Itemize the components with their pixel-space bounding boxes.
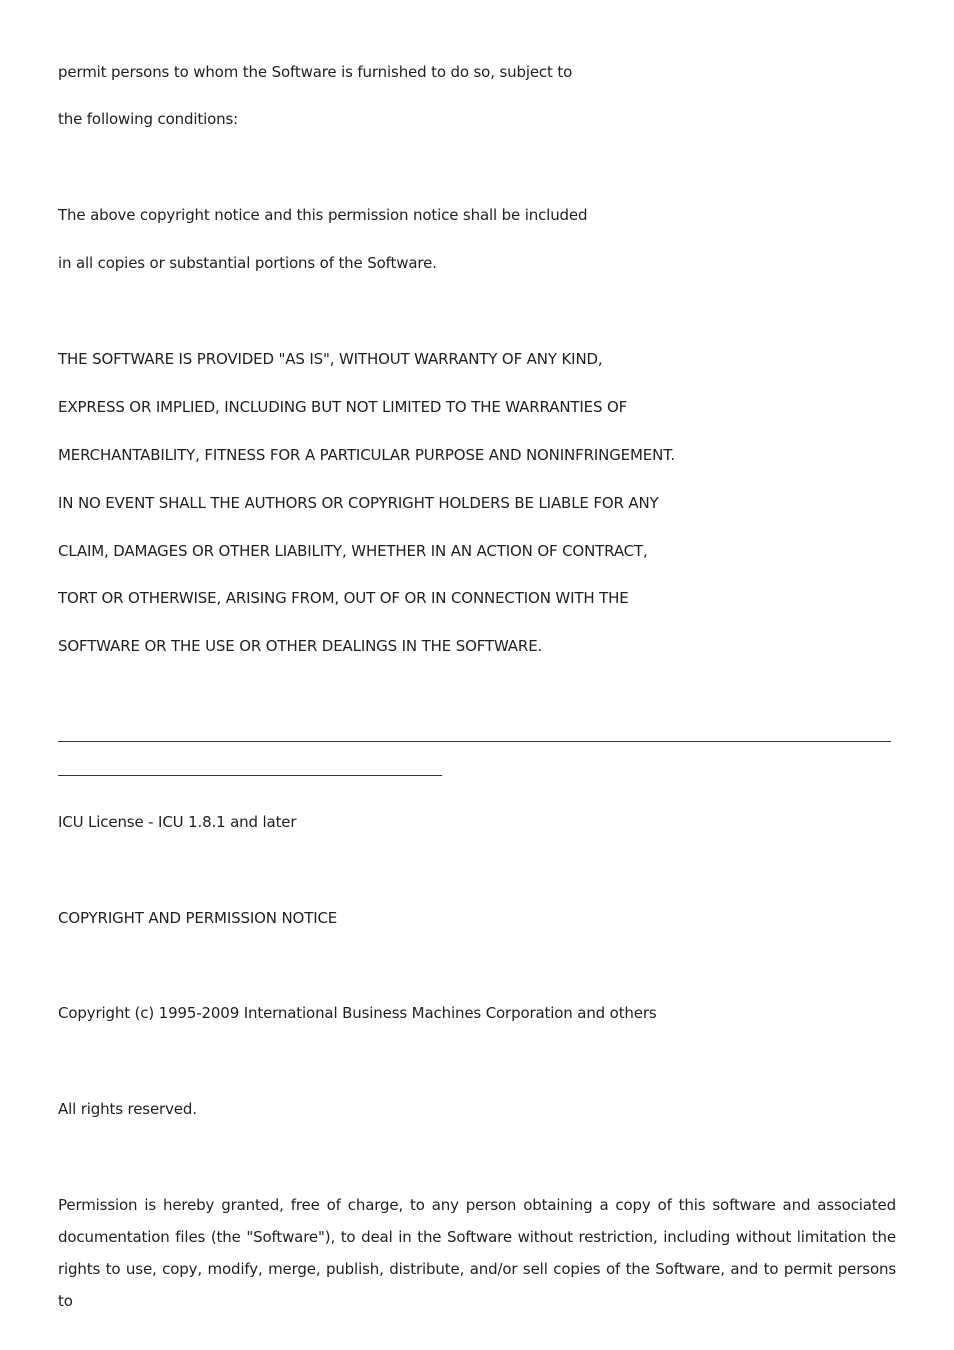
icu-permission-line-1: Permission is hereby granted, free of charge, to any person obtaining a copy of this software and associated	[58, 1196, 896, 1214]
mit-warranty-line-6: TORT OR OTHERWISE, ARISING FROM, OUT OF OR IN CONNECTION WITH THE	[58, 589, 629, 607]
mit-continuation-line-2: the following conditions:	[58, 110, 239, 128]
mit-notice-line-1: The above copyright notice and this permission notice shall be included	[58, 206, 588, 224]
icu-permission-line-2: documentation files (the "Software"), to deal in the Software without restriction, including without limitation the	[58, 1228, 896, 1246]
icu-license-title: ICU License - ICU 1.8.1 and later	[58, 813, 297, 831]
icu-copyright-line: Copyright (c) 1995-2009 International Business Machines Corporation and others	[58, 1004, 657, 1022]
icu-permission-line-3: rights to use, copy, modify, merge, publish, distribute, and/or sell copies of the Software, and to permit persons to	[58, 1260, 896, 1310]
icu-notice-heading: COPYRIGHT AND PERMISSION NOTICE	[58, 909, 338, 927]
mit-warranty-line-4: IN NO EVENT SHALL THE AUTHORS OR COPYRIGHT HOLDERS BE LIABLE FOR ANY	[58, 494, 659, 512]
mit-warranty-line-2: EXPRESS OR IMPLIED, INCLUDING BUT NOT LIMITED TO THE WARRANTIES OF	[58, 398, 628, 416]
mit-warranty-line-1: THE SOFTWARE IS PROVIDED "AS IS", WITHOUT WARRANTY OF ANY KIND,	[58, 350, 603, 368]
mit-warranty-line-3: MERCHANTABILITY, FITNESS FOR A PARTICULAR PURPOSE AND NONINFRINGEMENT.	[58, 446, 676, 464]
mit-continuation-line-1: permit persons to whom the Software is furnished to do so, subject to	[58, 63, 573, 81]
mit-warranty-line-7: SOFTWARE OR THE USE OR OTHER DEALINGS IN THE SOFTWARE.	[58, 637, 543, 655]
separator-rule-long	[58, 741, 891, 742]
mit-notice-line-2: in all copies or substantial portions of the Software.	[58, 254, 437, 272]
icu-rights-line: All rights reserved.	[58, 1100, 197, 1118]
separator-rule-short	[58, 775, 442, 776]
mit-warranty-line-5: CLAIM, DAMAGES OR OTHER LIABILITY, WHETHER IN AN ACTION OF CONTRACT,	[58, 542, 648, 560]
